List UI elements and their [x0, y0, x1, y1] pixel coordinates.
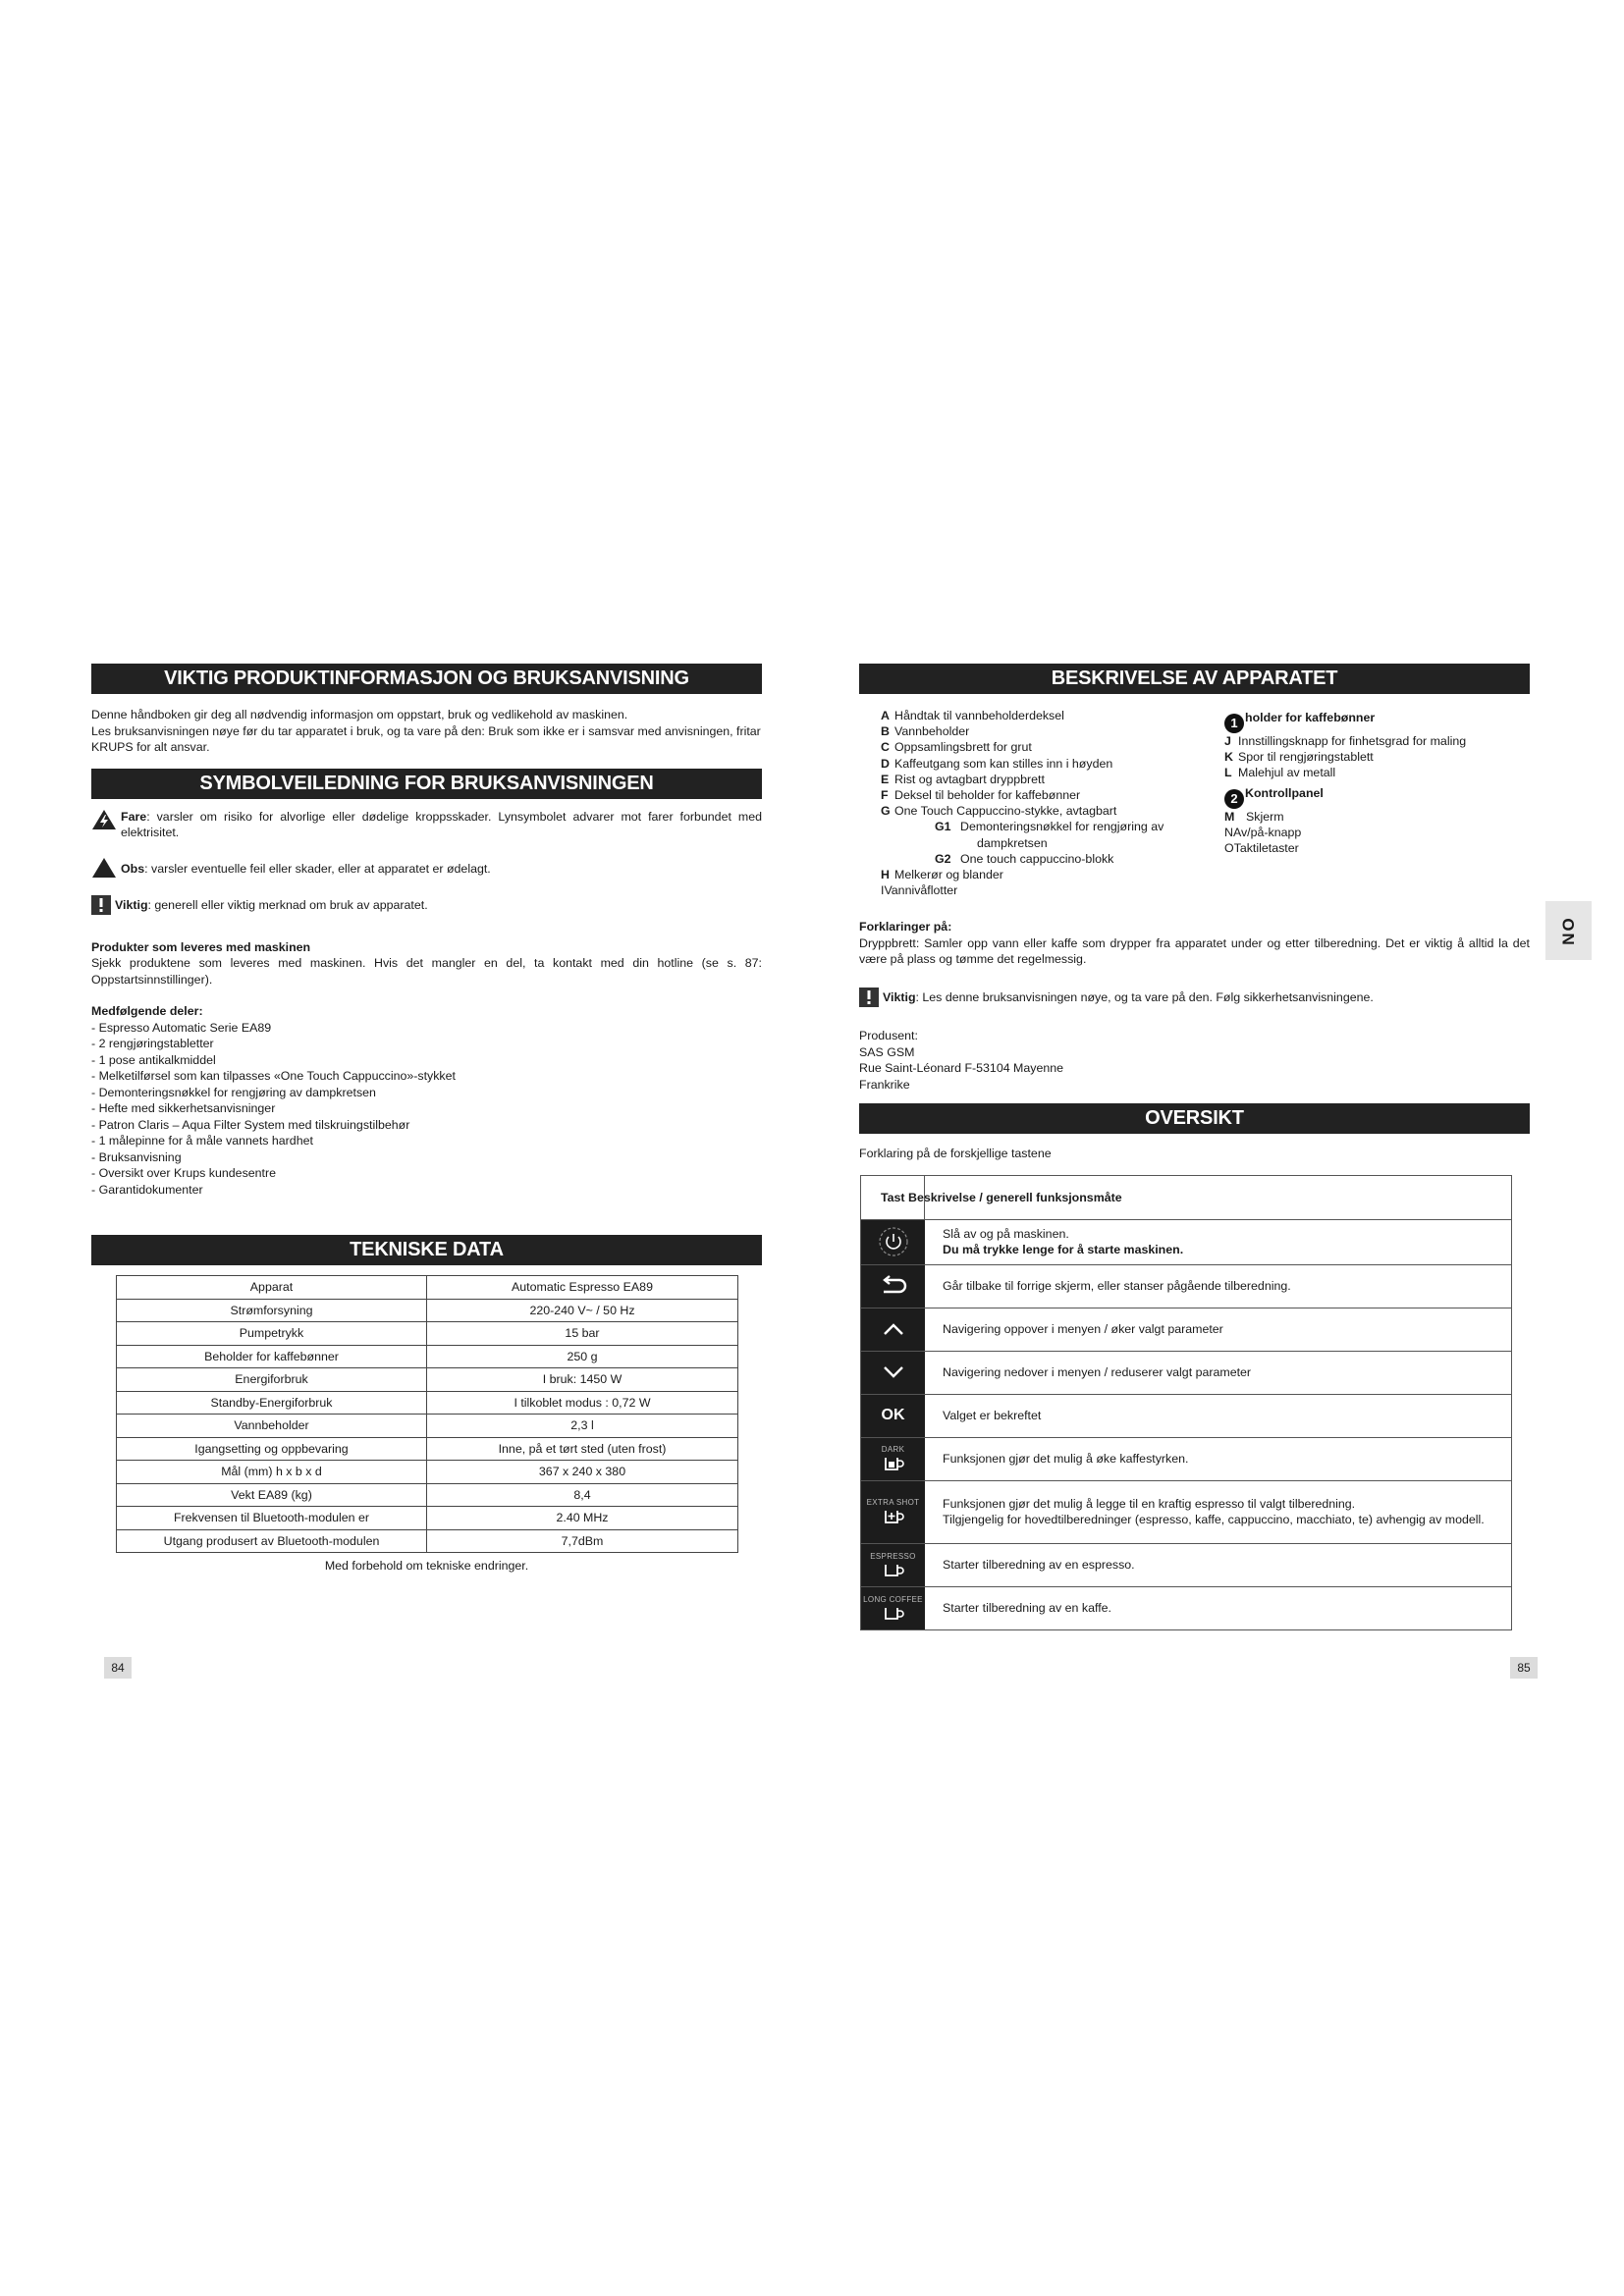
fare-row: [91, 809, 762, 841]
caution-icon: [91, 857, 117, 883]
important-icon: [91, 895, 111, 920]
intro-line-2: Les bruksanvisningen nøye før du tar apparatet i bruk, og ta vare på den: Bruk som ikke er i samsvar med anvisningen, fritar KRUPS for alt ansvar.: [91, 723, 761, 754]
parts-list-left: [881, 708, 1205, 898]
parts-list-right: [1224, 708, 1519, 856]
table-row: Navigering oppover i menyen / øker valgt parameter: [861, 1308, 1511, 1351]
table-row: DARK Funksjonen gjør det mulig å øke kaffestyrken.: [861, 1437, 1511, 1480]
right-page: [859, 664, 1530, 1630]
keys-table-body: [861, 1220, 1511, 1629]
list-item: OTaktiletaster: [1224, 841, 1299, 856]
section-title-tech-data: TEKNISKE DATA: [91, 1235, 762, 1265]
section-title-overview: OVERSIKT: [859, 1103, 1530, 1134]
ok-icon: OK: [861, 1395, 925, 1437]
products-block: [91, 939, 762, 988]
list-item: C Oppsamlingsbrett for grut: [881, 740, 1032, 755]
section-title-symbols: SYMBOLVEILEDNING FOR BRUKSANVISNINGEN: [91, 769, 762, 799]
keys-table-header: Tast Beskrivelse / generell funksjonsmåte: [861, 1176, 1511, 1220]
explanations-title: Forklaringer på:: [859, 920, 952, 934]
list-item: K Spor til rengjøringstablett: [1224, 750, 1374, 765]
table-row: Frekvensen til Bluetooth-modulen er 2.40 MHz: [117, 1507, 738, 1530]
viktig-row: [91, 895, 762, 920]
tech-data-note: Med forbehold om tekniske endringer.: [324, 1559, 529, 1573]
long-coffee-cup-icon: LONG COFFEE: [861, 1587, 925, 1629]
section-title-product-info: VIKTIG PRODUKTINFORMASJON OG BRUKSANVISNING: [91, 664, 762, 694]
list-item: IVannivåflotter: [881, 883, 958, 898]
espresso-cup-icon: ESPRESSO: [861, 1544, 925, 1586]
important-icon: [859, 988, 879, 1012]
list-item-continuation: dampkretsen: [977, 835, 1048, 850]
table-row: Vannbeholder 2,3 l: [117, 1415, 738, 1438]
list-item: - Melketilførsel som kan tilpasses «One Touch Cappuccino»-stykket: [91, 1069, 456, 1083]
list-item: - Patron Claris – Aqua Filter System med tilskruingstilbehør: [91, 1117, 410, 1132]
list-item: G2 One touch cappuccino-blokk: [935, 851, 1114, 866]
viktig-text: : Les denne bruksanvisningen nøye, og ta vare på den. Følg sikkerhetsanvisningene.: [915, 989, 1374, 1004]
table-row: Utgang produsert av Bluetooth-modulen 7,7dBm: [117, 1529, 738, 1553]
table-row: Slå av og på maskinen. Du må trykke lenge for å starte maskinen.: [861, 1220, 1511, 1264]
list-item: 1 holder for kaffebønner: [1224, 710, 1519, 733]
list-item: - 1 pose antikalkmiddel: [91, 1052, 216, 1067]
table-row: ESPRESSO Starter tilberedning av en espresso.: [861, 1543, 1511, 1586]
left-page: [91, 664, 762, 1575]
chevron-down-icon: [861, 1352, 925, 1394]
table-row: Igangsetting og oppbevaring Inne, på et tørt sted (uten frost): [117, 1437, 738, 1461]
page-number-left: 84: [104, 1657, 132, 1679]
list-item: B Vannbeholder: [881, 724, 970, 739]
viktig-label: Viktig: [115, 898, 148, 912]
list-item: - 2 rengjøringstabletter: [91, 1037, 214, 1050]
list-item: D Kaffeutgang som kan stilles inn i høyden: [881, 756, 1113, 771]
danger-warning-icon: [91, 809, 117, 835]
included-parts: [91, 1003, 762, 1198]
list-item: - Garantidokumenter: [91, 1182, 203, 1197]
list-item: - Hefte med sikkerhetsanvisninger: [91, 1101, 276, 1115]
extra-shot-cup-icon: EXTRA SHOT: [861, 1481, 925, 1543]
table-row: Går tilbake til forrige skjerm, eller stanser pågående tilberedning.: [861, 1264, 1511, 1308]
intro-text: [91, 707, 762, 756]
list-item: - Demonteringsnøkkel for rengjøring av dampkretsen: [91, 1085, 376, 1099]
table-row: OK Valget er bekreftet: [861, 1394, 1511, 1437]
products-title: Produkter som leveres med maskinen: [91, 939, 311, 954]
table-row: Beholder for kaffebønner 250 g: [117, 1345, 738, 1368]
back-arrow-icon: [861, 1265, 925, 1308]
table-row: Mål (mm) h x b x d 367 x 240 x 380: [117, 1461, 738, 1484]
list-item: J Innstillingsknapp for finhetsgrad for maling: [1224, 734, 1467, 748]
table-row: Energiforbruk I bruk: 1450 W: [117, 1368, 738, 1392]
overview-intro: Forklaring på de forskjellige tastene: [859, 1147, 1052, 1160]
list-item: NAv/på-knapp: [1224, 825, 1302, 839]
list-item: G1 Demonteringsnøkkel for rengjøring av: [935, 820, 1164, 834]
keys-table: [860, 1175, 1512, 1630]
list-item: F Deksel til beholder for kaffebønner: [881, 788, 1081, 803]
fare-label: Fare: [121, 809, 147, 824]
list-item: - 1 målepinne for å måle vannets hardhet: [91, 1134, 313, 1148]
list-item: - Oversikt over Krups kundesentre: [91, 1166, 277, 1180]
dark-cup-icon: DARK: [861, 1438, 925, 1480]
list-item: E Rist og avtagbart dryppbrett: [881, 772, 1045, 786]
page-number-right: 85: [1510, 1657, 1538, 1679]
viktig-row-right: [859, 988, 1530, 1012]
products-text: Sjekk produktene som leveres med maskinen. Hvis det mangler en del, ta kontakt med din hotline (se s. 87: Oppstartsinnstillinger).: [91, 956, 762, 987]
tech-data-table: [116, 1275, 738, 1553]
obs-text: : varsler eventuelle feil eller skader, eller at apparatet er ødelagt.: [144, 861, 491, 876]
table-row: Apparat Automatic Espresso EA89: [117, 1276, 738, 1300]
list-item: H Melkerør og blander: [881, 868, 1003, 882]
list-item: G One Touch Cappuccino-stykke, avtagbart: [881, 804, 1117, 819]
power-icon: [861, 1220, 925, 1264]
viktig-label: Viktig: [883, 989, 916, 1004]
list-item: M Skjerm: [1224, 809, 1284, 824]
table-row: LONG COFFEE Starter tilberedning av en kaffe.: [861, 1586, 1511, 1629]
list-item: A Håndtak til vannbeholderdeksel: [881, 709, 1064, 722]
viktig-text: : generell eller viktig merknad om bruk av apparatet.: [147, 898, 428, 912]
parts-list: [859, 708, 1530, 904]
explanations-block: [859, 919, 1530, 968]
list-item: L Malehjul av metall: [1224, 766, 1336, 780]
chevron-up-icon: [861, 1308, 925, 1351]
explanations-text: Dryppbrett: Samler opp vann eller kaffe som drypper fra apparatet under og etter tilberedning. Det er viktig å alltid la det være på plass og tømme det regelmessig.: [859, 935, 1530, 966]
obs-label: Obs: [121, 861, 145, 876]
intro-line-1: Denne håndboken gir deg all nødvendig informasjon om oppstart, bruk og vedlikehold av maskinen.: [91, 708, 628, 721]
table-row: Standby-Energiforbruk I tilkoblet modus : 0,72 W: [117, 1391, 738, 1415]
manufacturer-block: Produsent: SAS GSM Rue Saint-Léonard F-53104 Mayenne Frankrike: [859, 1029, 1064, 1092]
table-row: EXTRA SHOT Funksjonen gjør det mulig å legge til en kraftig espresso til valgt tilberedning. Tilgjengelig for hovedtilberedninger (espresso, kaffe, cappuccino, macchiato, te) avhengig av modell.: [861, 1480, 1511, 1543]
table-row: Vekt EA89 (kg) 8,4: [117, 1483, 738, 1507]
language-tab: NO: [1545, 901, 1592, 960]
list-item: 2 Kontrollpanel: [1224, 785, 1519, 809]
number-1-icon: 1: [1224, 714, 1244, 733]
fare-text: : varsler om risiko for alvorlige eller dødelige kroppsskader. Lynsymbolet advarer mot farer forbundet med elektrisitet.: [121, 809, 762, 839]
list-item: - Espresso Automatic Serie EA89: [91, 1020, 272, 1035]
section-title-description: BESKRIVELSE AV APPARATET: [859, 664, 1530, 694]
obs-row: [91, 857, 762, 883]
table-row: Pumpetrykk 15 bar: [117, 1322, 738, 1346]
number-2-icon: 2: [1224, 789, 1244, 809]
list-item: - Bruksanvisning: [91, 1149, 182, 1164]
included-title: Medfølgende deler:: [91, 1004, 203, 1018]
table-row: Navigering nedover i menyen / reduserer valgt parameter: [861, 1351, 1511, 1394]
table-row: Strømforsyning 220-240 V~ / 50 Hz: [117, 1299, 738, 1322]
